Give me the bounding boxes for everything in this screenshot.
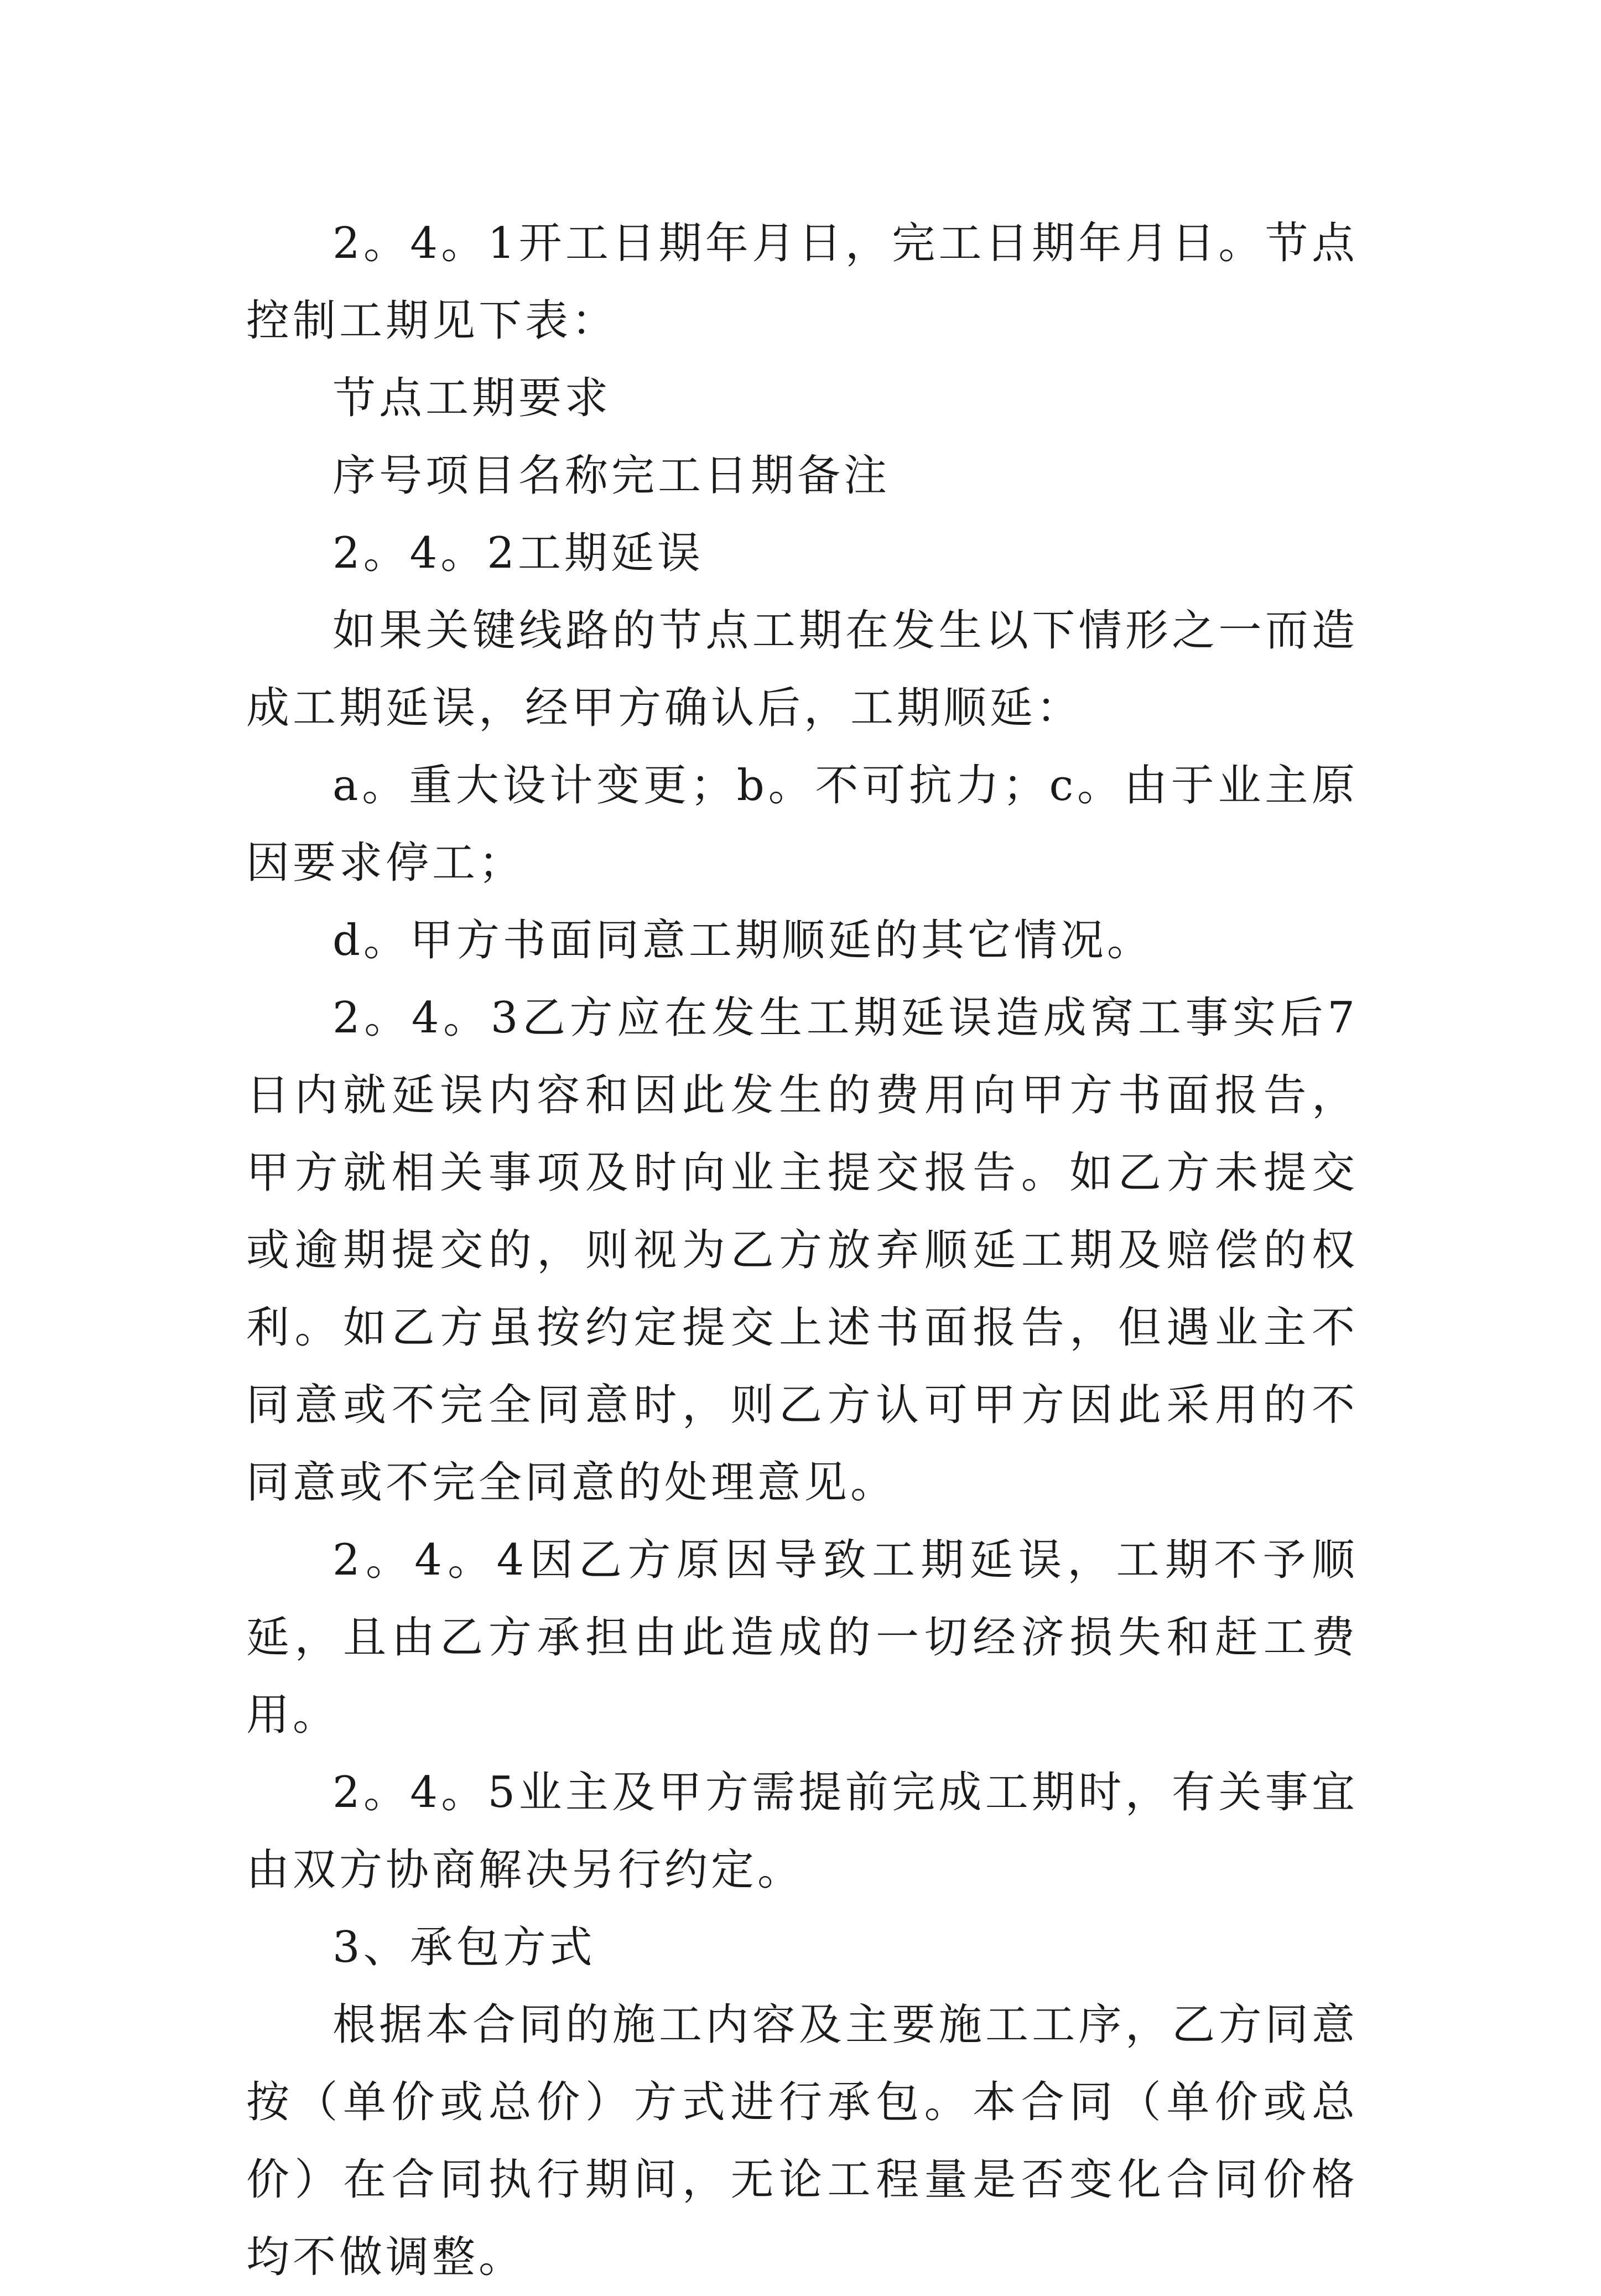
document-body [246, 205, 1358, 2296]
paragraph-conditions-abc: a。重大设计变更；b。不可抗力；c。由于业主原因要求停工； [246, 761, 1358, 888]
paragraph-2-4-2-heading: 2。4。2工期延误 [332, 528, 704, 578]
paragraph-2-4-3: 2。4。3乙方应在发生工期延误造成窝工事实后7日内就延误内容和因此发生的费用向甲方书面报告，甲方就相关事项及时向业主提交报告。如乙方未提交或逾期提交的，则视为乙方放弃顺延工期及赔偿的权利。如乙方虽按约定提交上述书面报告，但遇业主不同意或不完全同意时，则乙方认可甲方因此采用的不同意或不完全同意的处理意见。 [246, 993, 1358, 1508]
paragraph-delay-conditions: 如果关键线路的节点工期在发生以下情形之一而造成工期延误，经甲方确认后，工期顺延： [246, 606, 1358, 733]
paragraph-table-header: 序号项目名称完工日期备注 [332, 451, 891, 501]
paragraph-2-4-5: 2。4。5业主及甲方需提前完成工期时，有关事宜由双方协商解决另行约定。 [246, 1768, 1358, 1895]
paragraph-contracting-method: 根据本合同的施工内容及主要施工工序，乙方同意按（单价或总价）方式进行承包。本合同（单价或总价）在合同执行期间，无论工程量是否变化合同价格均不做调整。 [246, 2000, 1358, 2282]
paragraph-section-3-heading: 3、承包方式 [332, 1923, 596, 1972]
paragraph-node-schedule-title: 节点工期要求 [332, 373, 612, 423]
paragraph-2-4-1: 2。4。1开工日期年月日，完工日期年月日。节点控制工期见下表： [246, 219, 1358, 346]
paragraph-condition-d: d。甲方书面同意工期顺延的其它情况。 [332, 916, 1153, 965]
paragraph-2-4-4: 2。4。4因乙方原因导致工期延误，工期不予顺延，且由乙方承担由此造成的一切经济损失和赶工费用。 [246, 1535, 1358, 1740]
